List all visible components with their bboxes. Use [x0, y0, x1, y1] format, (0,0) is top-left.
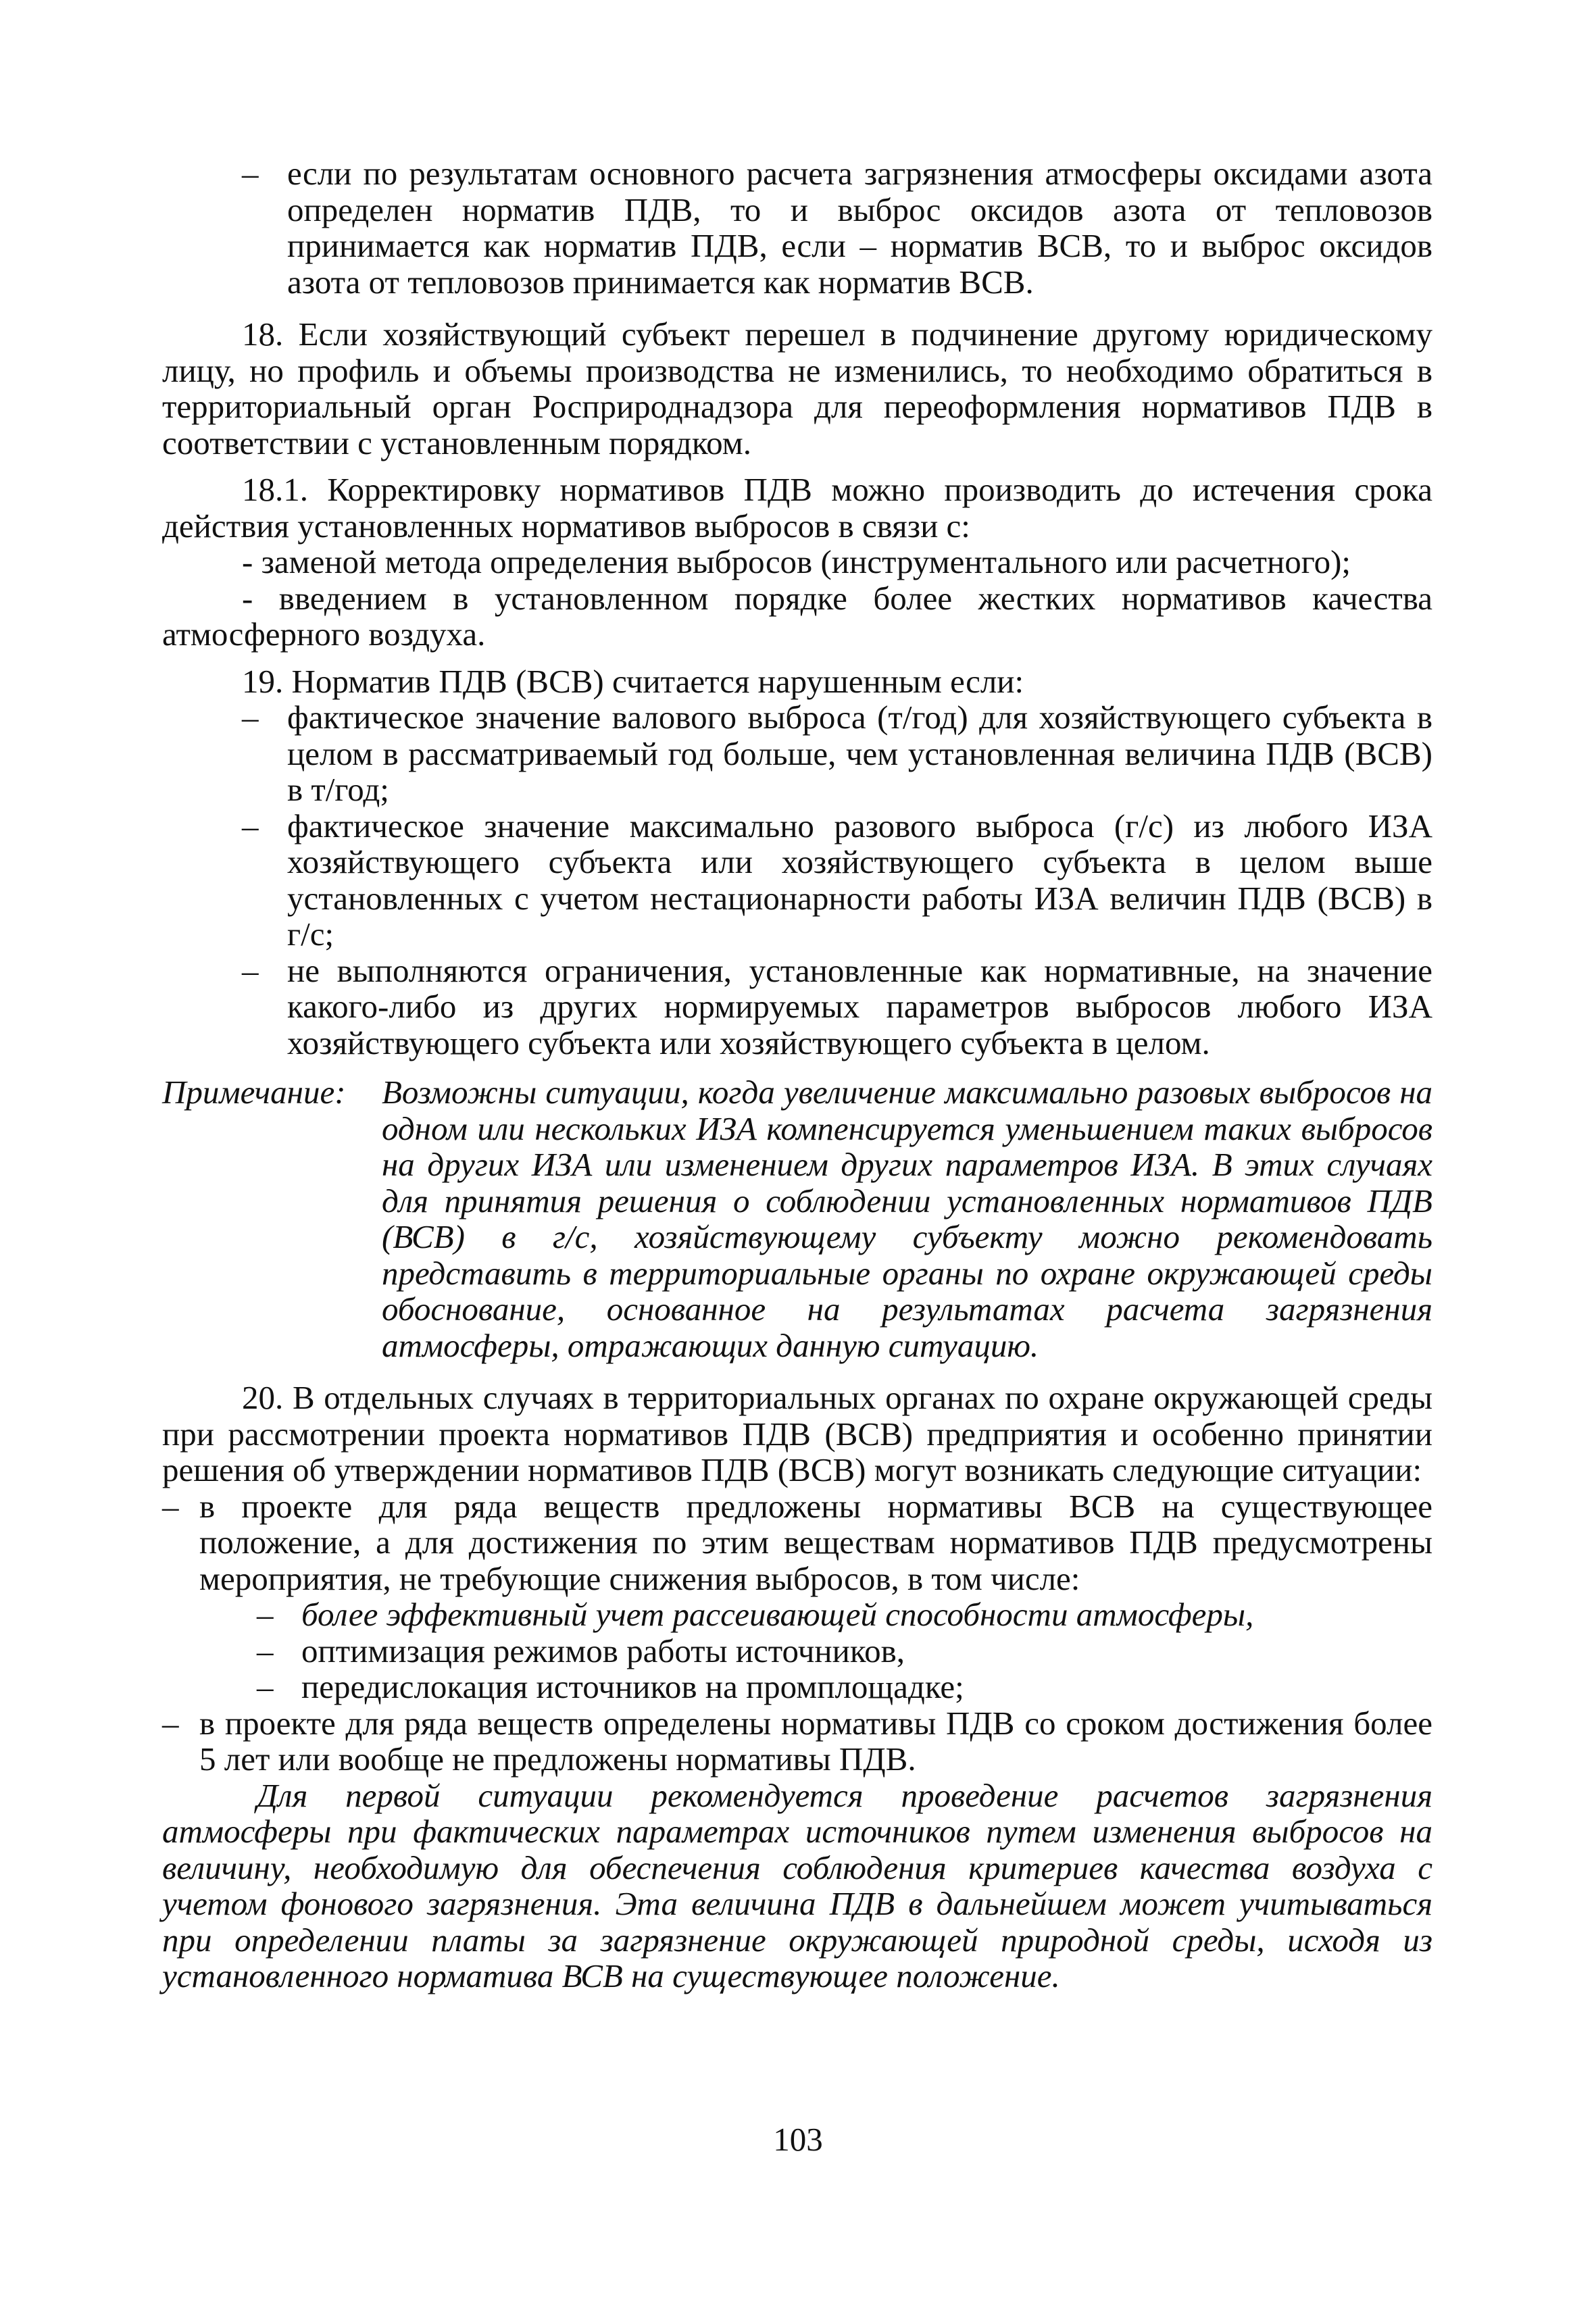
list-item-text: фактическое значение валового выброса (т/год) для хозяйствующего субъекта в целом в рассматриваемый год больше, чем установленная величина ПДВ (ВСВ) в т/год;: [287, 699, 1432, 808]
dash-marker: –: [257, 1668, 274, 1705]
list-item-text: если по результатам основного расчета загрязнения атмосферы оксидами азота определен норматив ПДВ, то и выброс оксидов азота от тепловозов принимается как норматив ПДВ, если – норматив ВСВ, то и выброс оксидов азота от тепловозов принимается как норматив ВСВ.: [287, 155, 1432, 301]
dash-marker: –: [162, 1487, 179, 1525]
list-item-text: не выполняются ограничения, установленные как нормативные, на значение какого-либо из других нормируемых параметров выбросов любого ИЗА хозяйствующего субъекта или хозяйствующего субъекта в целом.: [287, 951, 1432, 1061]
list-item-text: в проекте для ряда веществ предложены нормативы ВСВ на существующее положение, а для достижения по этим веществам нормативов ПДВ предусмотрены мероприятия, не требующие снижения выбросов, в том числе:: [199, 1487, 1432, 1597]
note-block: [162, 1074, 1432, 1363]
final-paragraph: Для первой ситуации рекомендуется проведение расчетов загрязнения атмосферы при фактических параметрах источников путем изменения выбросов на величину, необходимую для обеспечения соблюдения критериев качества воздуха с учетом фонового загрязнения. Эта величина ПДВ в дальнейшем может учитываться при определении платы за загрязнение окружающей природной среды, исходя из установленного норматива ВСВ на существующее положение.: [162, 1776, 1432, 1994]
dash-marker: –: [242, 951, 259, 989]
list-item-situation-2: [162, 1705, 1432, 1778]
list-item-violation-3: [162, 953, 1432, 1061]
list-item-text: фактическое значение максимально разового выброса (г/с) из любого ИЗА хозяйствующего субъекта или хозяйствующего субъекта в целом выше установленных с учетом нестационарности работы ИЗА величин ПДВ (ВСВ) в г/с;: [287, 807, 1432, 953]
note-label: Примечание:: [162, 1074, 346, 1111]
paragraph-18: 18. Если хозяйствующий субъект перешел в подчинение другому юридическому лицу, но профиль и объемы производства не изменились, то необходимо обратиться в территориальный орган Росприроднадзора для переоформления нормативов ПДВ в соответствии с установленным порядком.: [162, 316, 1432, 461]
page-content: [162, 155, 1432, 1994]
paragraph-18-1-b: - введением в установленном порядке более жестких нормативов качества атмосферного воздуха.: [162, 579, 1432, 653]
sub-item-text: передислокация источников на промплощадке;: [301, 1668, 964, 1705]
dash-marker: –: [242, 155, 259, 192]
list-item-situation-1: [162, 1488, 1432, 1597]
paragraph-20: 20. В отдельных случаях в территориальных органах по охране окружающей среды при рассмотрении проекта нормативов ПДВ (ВСВ) предприятия и особенно принятии решения об утверждении нормативов ПДВ (ВСВ) могут возникать следующие ситуации:: [162, 1379, 1432, 1488]
paragraph-18-1: 18.1. Корректировку нормативов ПДВ можно производить до истечения срока действия установленных нормативов выбросов в связи с:: [162, 471, 1432, 545]
page-number: 103: [773, 2121, 823, 2158]
dash-marker: –: [257, 1632, 274, 1669]
dash-marker: –: [242, 807, 259, 845]
sub-item-3: [162, 1669, 1432, 1705]
list-item-violation-2: [162, 808, 1432, 953]
note-text: Возможны ситуации, когда увеличение максимально разовых выбросов на одном или нескольких ИЗА компенсируется уменьшением таких выбросов на других ИЗА или изменением других параметров ИЗА. В этих случаях для принятия решения о соблюдении установленных нормативов ПДВ (ВСВ) в г/с, хозяйствующему субъекту можно рекомендовать представить в территориальные органы по охране окружающей среды обоснование, основанное на результатах расчета загрязнения атмосферы, отражающих данную ситуацию.: [382, 1074, 1432, 1364]
sub-item-text: оптимизация режимов работы источников,: [301, 1632, 905, 1669]
dash-marker: –: [242, 699, 259, 736]
list-item-violation-1: [162, 699, 1432, 808]
paragraph-18-1-a: - заменой метода определения выбросов (инструментального или расчетного);: [242, 543, 1351, 580]
dash-marker: –: [257, 1596, 274, 1633]
list-item-nox: [162, 155, 1432, 300]
list-item-text: в проекте для ряда веществ определены нормативы ПДВ со сроком достижения более 5 лет или вообще не предложены нормативы ПДВ.: [199, 1704, 1432, 1778]
paragraph-19: 19. Норматив ПДВ (ВСВ) считается нарушенным если:: [242, 662, 1024, 700]
sub-item-1: [162, 1596, 1432, 1633]
sub-item-2: [162, 1633, 1432, 1669]
sub-item-text: более эффективный учет рассеивающей способности атмосферы,: [301, 1596, 1254, 1633]
dash-marker: –: [162, 1704, 179, 1742]
